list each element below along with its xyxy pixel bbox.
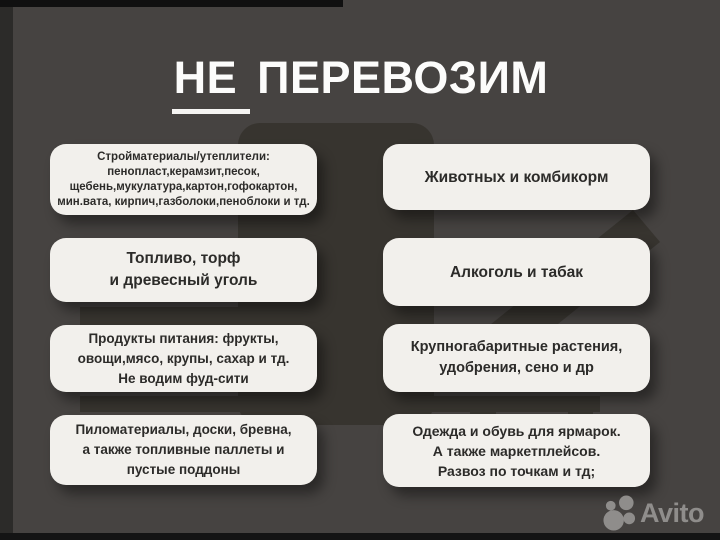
card-line: удобрения, сено и др [439, 360, 594, 376]
avito-logo-icon [602, 495, 637, 532]
card-line: Алкоголь и табак [449, 263, 584, 281]
card-line: а также топливные паллеты и [82, 442, 285, 457]
card-line: пустые поддоны [126, 462, 241, 477]
card-line: Одежда и обувь для ярмарок. [412, 422, 621, 439]
card-line: мин.вата, кирпич,газболоки,пеноблоки и тд. [57, 195, 310, 208]
avito-logo-text: Avito [640, 498, 704, 528]
bottom-black-bar [0, 533, 720, 540]
card-plants-fertilizers [383, 324, 650, 392]
card-line: Развоз по точкам и тд; [437, 462, 596, 479]
card-line: Стройматериалы/утеплители: [97, 150, 270, 163]
card-lumber-pallets [50, 415, 317, 485]
card-line: Не водим фуд-сити [118, 370, 249, 386]
card-line: Крупногабаритные растения, [410, 339, 623, 355]
card-line: и древесный уголь [109, 272, 258, 289]
card-line: овощи,мясо, крупы, сахар и тд. [77, 350, 290, 366]
title-rest: ПЕРЕВОЗИМ [257, 52, 549, 103]
card-clothes-marketplaces [383, 414, 650, 487]
page-title [0, 52, 720, 114]
card-line: А также маркетплейсов. [432, 442, 601, 459]
card-line: Пиломатериалы, доски, бревна, [75, 422, 292, 437]
card-line: щебень,мукулатура,картон,гофокартон, [69, 180, 298, 193]
top-black-bar [0, 0, 343, 7]
title-emphasis-underlined: НЕ [172, 52, 251, 114]
card-line: пенопласт,керамзит,песок, [107, 165, 260, 178]
card-fuel-coal [50, 238, 317, 302]
card-animals-feed [383, 144, 650, 210]
card-alcohol-tobacco [383, 238, 650, 306]
card-line: Топливо, торф [126, 250, 241, 267]
card-building-materials [50, 144, 317, 215]
avito-watermark [602, 495, 704, 532]
card-line: Животных и комбикорм [424, 168, 609, 186]
card-line: Продукты питания: фрукты, [88, 330, 279, 346]
card-food-products [50, 325, 317, 392]
